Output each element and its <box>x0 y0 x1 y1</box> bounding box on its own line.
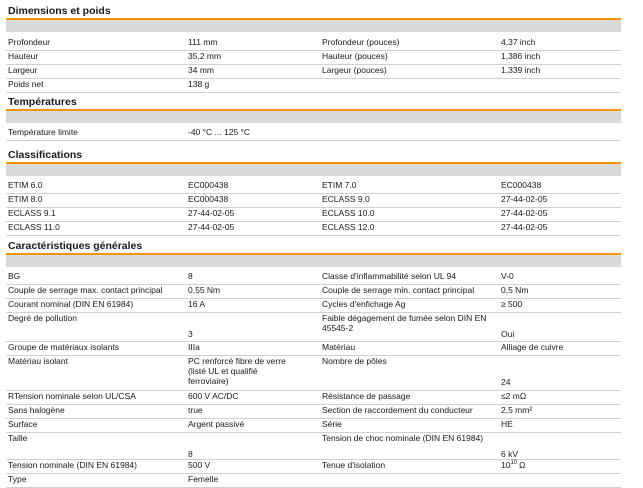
property-value: PC renforcé fibre de verre (listé UL et qualifié ferroviaire) <box>188 356 286 386</box>
property-value: ≥ 500 <box>501 299 523 309</box>
section-header-bar <box>6 111 621 123</box>
property-value: 4,37 inch <box>501 37 536 47</box>
property-value <box>501 460 621 470</box>
property-value: Argent passivé <box>188 419 245 429</box>
property-label: Largeur <box>8 65 38 75</box>
property-value: 8 <box>188 271 193 281</box>
section-title: Températures <box>6 95 621 111</box>
property-value: 6 kV <box>501 449 519 459</box>
section-title: Classifications <box>6 148 621 164</box>
property-label: Profondeur <box>8 37 51 47</box>
table-row <box>6 460 621 474</box>
table-row <box>6 405 621 419</box>
property-value: 27-44-02-05 <box>501 194 548 204</box>
property-label: Faible dégagement de fumée selon DIN EN 45545-2 <box>322 313 487 333</box>
property-label: Tenue d'isolation <box>322 460 386 470</box>
property-label: ECLASS 9.0 <box>322 194 370 204</box>
property-value: EC000438 <box>188 180 229 190</box>
section-dimensions <box>6 4 621 93</box>
table-row <box>6 419 621 433</box>
property-label: ECLASS 10.0 <box>322 208 375 218</box>
property-value: 2,5 mm² <box>501 405 533 415</box>
property-label: Largeur (pouces) <box>322 65 387 75</box>
property-label: Tension nominale (DIN EN 61984) <box>8 460 137 470</box>
property-label: Cycles d'enfichage Ag <box>322 299 406 309</box>
property-label: Degré de pollution <box>8 313 77 323</box>
property-value: 0,55 Nm <box>188 285 221 295</box>
property-label: Couple de serrage max. contact principal <box>8 285 163 295</box>
isolation-base: 10 <box>501 460 511 470</box>
property-label: Hauteur <box>8 51 39 61</box>
property-value: 35,2 mm <box>188 51 222 61</box>
property-value: 27-44-02-05 <box>188 208 235 218</box>
property-value: 8 <box>188 449 193 459</box>
property-label: Tension de choc nominale (DIN EN 61984) <box>322 433 484 443</box>
property-value: Oui <box>501 329 515 339</box>
property-value: HE <box>501 419 513 429</box>
property-value: Femelle <box>188 474 219 484</box>
table-row <box>6 299 621 313</box>
property-label: ETIM 8.0 <box>8 194 43 204</box>
section-temperatures <box>6 95 621 141</box>
property-label: Matériau <box>322 342 356 352</box>
property-label: Profondeur (pouces) <box>322 37 400 47</box>
property-label: Matériau isolant <box>8 356 69 366</box>
property-value: ≤2 mΩ <box>501 391 527 401</box>
property-value: 111 mm <box>188 37 218 47</box>
property-label: Hauteur (pouces) <box>322 51 388 61</box>
property-label: Courant nominal (DIN EN 61984) <box>8 299 134 309</box>
table-row <box>6 313 621 342</box>
property-value: 16 A <box>188 299 206 309</box>
table-row <box>6 180 621 194</box>
property-label: Type <box>8 474 27 484</box>
property-value: EC000438 <box>501 180 542 190</box>
property-label: Couple de serrage min. contact principal <box>322 285 475 295</box>
property-value: 34 mm <box>188 65 214 75</box>
section-header-bar <box>6 20 621 32</box>
section-general <box>6 239 621 488</box>
property-label: Section de raccordement du conducteur <box>322 405 473 415</box>
property-label: Groupe de matériaux isolants <box>8 342 120 352</box>
property-value: EC000438 <box>188 194 229 204</box>
section-header-bar <box>6 255 621 267</box>
property-value: -40 °C ... 125 °C <box>188 127 251 137</box>
table-row <box>6 433 621 460</box>
isolation-exponent: 10 <box>510 460 518 467</box>
property-value: Alliage de cuivre <box>501 342 564 352</box>
table-row <box>6 391 621 405</box>
table-row <box>6 208 621 222</box>
property-label: Classe d'inflammabilité selon UL 94 <box>322 271 457 281</box>
section-classifications <box>6 148 621 236</box>
property-value: 1,386 inch <box>501 51 541 61</box>
property-label: BG <box>8 271 21 281</box>
property-label: Poids net <box>8 79 44 89</box>
property-label: Température limite <box>8 127 78 137</box>
section-header-bar <box>6 164 621 176</box>
property-value: 27-44-02-05 <box>501 222 548 232</box>
table-row <box>6 285 621 299</box>
property-value: 3 <box>188 329 193 339</box>
property-value: 24 <box>501 377 511 387</box>
property-value: IIIa <box>188 342 200 352</box>
property-label: ECLASS 12.0 <box>322 222 375 232</box>
table-row <box>6 356 621 391</box>
property-label: Sans halogène <box>8 405 65 415</box>
property-value: V-0 <box>501 271 514 281</box>
section-title: Caractéristiques générales <box>6 239 621 255</box>
table-row <box>6 37 621 51</box>
property-value: true <box>188 405 203 415</box>
property-label: RTension nominale selon UL/CSA <box>8 391 136 401</box>
property-label: Taille <box>8 433 28 443</box>
table-row <box>6 474 621 488</box>
section-title: Dimensions et poids <box>6 4 621 20</box>
table-row <box>6 127 621 141</box>
table-row <box>6 51 621 65</box>
property-label: Surface <box>8 419 38 429</box>
property-label: ECLASS 9.1 <box>8 208 56 218</box>
property-value: 138 g <box>188 79 210 89</box>
table-row <box>6 342 621 356</box>
property-label: ETIM 7.0 <box>322 180 357 190</box>
property-label: ECLASS 11.0 <box>8 222 60 232</box>
property-value: 0,5 Nm <box>501 285 529 295</box>
table-row <box>6 271 621 285</box>
property-value: 1,339 inch <box>501 65 541 75</box>
property-label: Résistance de passage <box>322 391 411 401</box>
property-value: 27-44-02-05 <box>188 222 235 232</box>
property-label: Nombre de pôles <box>322 356 387 366</box>
isolation-unit: Ω <box>519 460 526 470</box>
table-row <box>6 79 621 93</box>
table-row <box>6 222 621 236</box>
property-value: 500 V <box>188 460 211 470</box>
property-label: ETIM 6.0 <box>8 180 43 190</box>
property-value: 600 V AC/DC <box>188 391 239 401</box>
table-row <box>6 194 621 208</box>
table-row <box>6 65 621 79</box>
property-value: 27-44-02-05 <box>501 208 548 218</box>
property-label: Série <box>322 419 342 429</box>
